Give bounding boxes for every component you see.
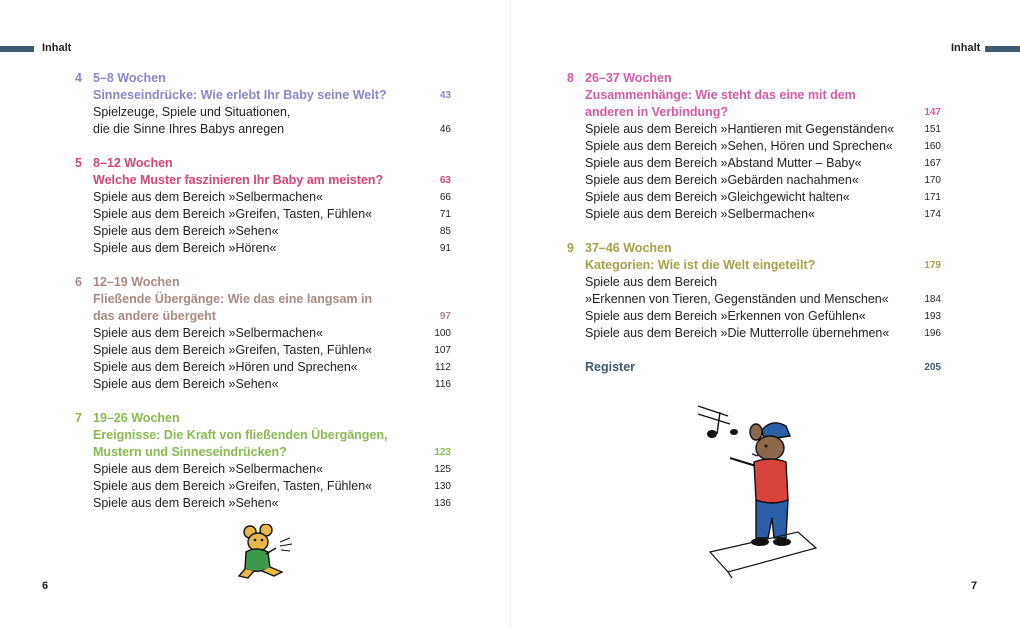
header-label-left: Inhalt xyxy=(42,42,72,54)
toc-page-number: 170 xyxy=(924,175,941,186)
toc-entry-text: Spiele aus dem Bereich »Gleichgewicht halten« xyxy=(585,190,850,204)
toc-chapter xyxy=(567,359,941,376)
toc-entry[interactable] xyxy=(567,138,941,155)
chapter-title: 19–26 Wochen xyxy=(93,411,180,425)
chapter-title: 37–46 Wochen xyxy=(585,241,672,255)
toc-entry-text: Spiele aus dem Bereich »Greifen, Tasten, Fühlen« xyxy=(93,207,373,221)
toc-entry[interactable] xyxy=(75,376,451,393)
toc-page-number: 71 xyxy=(439,209,451,220)
toc-chapter xyxy=(75,274,451,393)
toc-entry[interactable] xyxy=(567,104,941,121)
toc-chapter xyxy=(567,240,941,342)
toc-entry-text: Spielzeuge, Spiele und Situationen, xyxy=(93,105,291,119)
toc-page-number: 184 xyxy=(924,294,941,305)
toc-page-number: 167 xyxy=(924,158,941,169)
toc-entry[interactable] xyxy=(75,444,451,461)
page-number-left: 6 xyxy=(42,580,49,592)
toc-entry[interactable] xyxy=(75,325,451,342)
toc-entry[interactable] xyxy=(567,189,941,206)
toc-entry[interactable] xyxy=(567,240,941,257)
toc-entry[interactable] xyxy=(75,155,451,172)
toc-entry-text: Fließende Übergänge: Wie das eine langsam in xyxy=(93,292,373,306)
toc-entry-text: Spiele aus dem Bereich xyxy=(585,275,718,289)
chapter-title: 5–8 Wochen xyxy=(93,71,166,85)
toc-entry[interactable] xyxy=(567,325,941,342)
toc-entry-text: Spiele aus dem Bereich »Selbermachen« xyxy=(93,462,323,476)
toc-entry-text: Spiele aus dem Bereich »Sehen, Hören und Sprechen« xyxy=(585,139,893,153)
toc-entry[interactable] xyxy=(75,359,451,376)
toc-entry-text: Spiele aus dem Bereich »Selbermachen« xyxy=(93,326,323,340)
toc-page-number: 196 xyxy=(924,328,941,339)
toc-entry[interactable] xyxy=(567,87,941,104)
toc-page-number: 116 xyxy=(435,379,451,390)
toc-page-number: 174 xyxy=(924,209,941,220)
toc-entry[interactable] xyxy=(75,342,451,359)
toc-page-number: 91 xyxy=(439,243,451,254)
toc-right-column xyxy=(567,70,941,393)
toc-chapter xyxy=(75,410,451,512)
toc-entry[interactable] xyxy=(75,121,451,138)
toc-entry-text: Mustern und Sinneseindrücken? xyxy=(93,445,287,459)
toc-left-column xyxy=(75,70,451,529)
chapter-title: 8–12 Wochen xyxy=(93,156,173,170)
toc-entry-text: das andere übergeht xyxy=(93,309,216,323)
toc-entry[interactable] xyxy=(75,410,451,427)
toc-entry-text: Sinneseindrücke: Wie erlebt Ihr Baby seine Welt? xyxy=(93,88,387,102)
toc-entry-text: Spiele aus dem Bereich »Selbermachen« xyxy=(93,190,323,204)
toc-page-number: 85 xyxy=(439,226,451,237)
mouse-sitting-icon xyxy=(236,524,298,586)
chapter-number: 7 xyxy=(75,411,82,425)
header-bar-left xyxy=(0,46,34,52)
toc-entry-text: Spiele aus dem Bereich »Greifen, Tasten, Fühlen« xyxy=(93,343,373,357)
toc-entry[interactable] xyxy=(75,70,451,87)
toc-entry-text: Ereignisse: Die Kraft von fließenden Übergängen, xyxy=(93,428,388,442)
chapter-number: 9 xyxy=(567,241,574,255)
toc-entry-text: Zusammenhänge: Wie steht das eine mit dem xyxy=(585,88,856,102)
toc-entry-text: die die Sinne Ihres Babys anregen xyxy=(93,122,285,136)
toc-entry[interactable] xyxy=(75,104,451,121)
toc-entry[interactable] xyxy=(75,291,451,308)
toc-entry[interactable] xyxy=(567,359,941,376)
toc-entry-text: Spiele aus dem Bereich »Die Mutterrolle übernehmen« xyxy=(585,326,890,340)
toc-entry[interactable] xyxy=(75,495,451,512)
chapter-number: 4 xyxy=(75,71,82,85)
toc-entry-text: Spiele aus dem Bereich »Sehen« xyxy=(93,377,279,391)
toc-page-number: 160 xyxy=(924,141,941,152)
toc-page-number: 205 xyxy=(924,362,941,373)
chapter-title: 26–37 Wochen xyxy=(585,71,672,85)
toc-chapter xyxy=(75,155,451,257)
toc-entry-text: Spiele aus dem Bereich »Selbermachen« xyxy=(585,207,815,221)
toc-entry-text: »Erkennen von Tieren, Gegenständen und Menschen« xyxy=(585,292,889,306)
toc-page-number: 193 xyxy=(924,311,941,322)
toc-page-number: 179 xyxy=(924,260,941,271)
toc-page-number: 112 xyxy=(435,362,451,373)
toc-entry[interactable] xyxy=(75,427,451,444)
toc-entry-text: Kategorien: Wie ist die Welt eingeteilt? xyxy=(585,258,816,272)
toc-entry[interactable] xyxy=(75,308,451,325)
toc-entry[interactable] xyxy=(567,121,941,138)
toc-page-number: 107 xyxy=(434,345,451,356)
toc-page-number: 147 xyxy=(924,107,941,118)
toc-entry[interactable] xyxy=(567,206,941,223)
toc-entry-text: Spiele aus dem Bereich »Hören und Sprechen« xyxy=(93,360,358,374)
chapter-title: Register xyxy=(585,360,636,374)
toc-page-number: 63 xyxy=(439,175,451,186)
toc-page-number: 97 xyxy=(439,311,451,322)
toc-page-number: 171 xyxy=(924,192,941,203)
toc-entry[interactable] xyxy=(75,87,451,104)
toc-page-number: 100 xyxy=(434,328,451,339)
toc-entry[interactable] xyxy=(75,478,451,495)
toc-entry[interactable] xyxy=(75,172,451,189)
toc-entry-text: Spiele aus dem Bereich »Sehen« xyxy=(93,496,279,510)
toc-entry[interactable] xyxy=(75,274,451,291)
toc-chapter xyxy=(567,70,941,223)
toc-chapter xyxy=(75,70,451,138)
toc-entry-text: Spiele aus dem Bereich »Gebärden nachahmen« xyxy=(585,173,859,187)
toc-page-number: 123 xyxy=(434,447,451,458)
toc-page-number: 46 xyxy=(439,124,451,135)
toc-page-number: 130 xyxy=(434,481,451,492)
toc-entry-text: Spiele aus dem Bereich »Erkennen von Gefühlen« xyxy=(585,309,866,323)
toc-entry[interactable] xyxy=(567,308,941,325)
mouse-conductor-icon xyxy=(690,402,820,580)
toc-page-number: 43 xyxy=(439,90,451,101)
toc-entry-text: Spiele aus dem Bereich »Hören« xyxy=(93,241,277,255)
toc-entry-text: Spiele aus dem Bereich »Abstand Mutter – Baby« xyxy=(585,156,862,170)
header-label-right: Inhalt xyxy=(951,42,981,54)
toc-entry[interactable] xyxy=(75,240,451,257)
toc-entry[interactable] xyxy=(567,274,941,291)
chapter-number: 8 xyxy=(567,71,574,85)
toc-entry-text: Spiele aus dem Bereich »Sehen« xyxy=(93,224,279,238)
header-bar-right xyxy=(985,46,1020,52)
page-number-right: 7 xyxy=(971,580,978,592)
toc-entry[interactable] xyxy=(567,291,941,308)
chapter-title: 12–19 Wochen xyxy=(93,275,180,289)
toc-entry[interactable] xyxy=(75,206,451,223)
toc-entry-text: Welche Muster faszinieren Ihr Baby am meisten? xyxy=(93,173,384,187)
toc-entry[interactable] xyxy=(75,223,451,240)
toc-page-number: 66 xyxy=(439,192,451,203)
toc-entry-text: Spiele aus dem Bereich »Hantieren mit Gegenständen« xyxy=(585,122,895,136)
toc-entry[interactable] xyxy=(567,70,941,87)
page-gutter xyxy=(510,0,511,629)
toc-entry[interactable] xyxy=(75,461,451,478)
toc-page-number: 125 xyxy=(434,464,451,475)
toc-entry[interactable] xyxy=(567,257,941,274)
toc-page-number: 136 xyxy=(434,498,451,509)
toc-entry[interactable] xyxy=(567,172,941,189)
toc-entry-text: Spiele aus dem Bereich »Greifen, Tasten, Fühlen« xyxy=(93,479,373,493)
chapter-number: 5 xyxy=(75,156,82,170)
chapter-number: 6 xyxy=(75,275,82,289)
toc-entry-text: anderen in Verbindung? xyxy=(585,105,729,119)
toc-page-number: 151 xyxy=(924,124,941,135)
toc-entry[interactable] xyxy=(567,155,941,172)
toc-entry[interactable] xyxy=(75,189,451,206)
